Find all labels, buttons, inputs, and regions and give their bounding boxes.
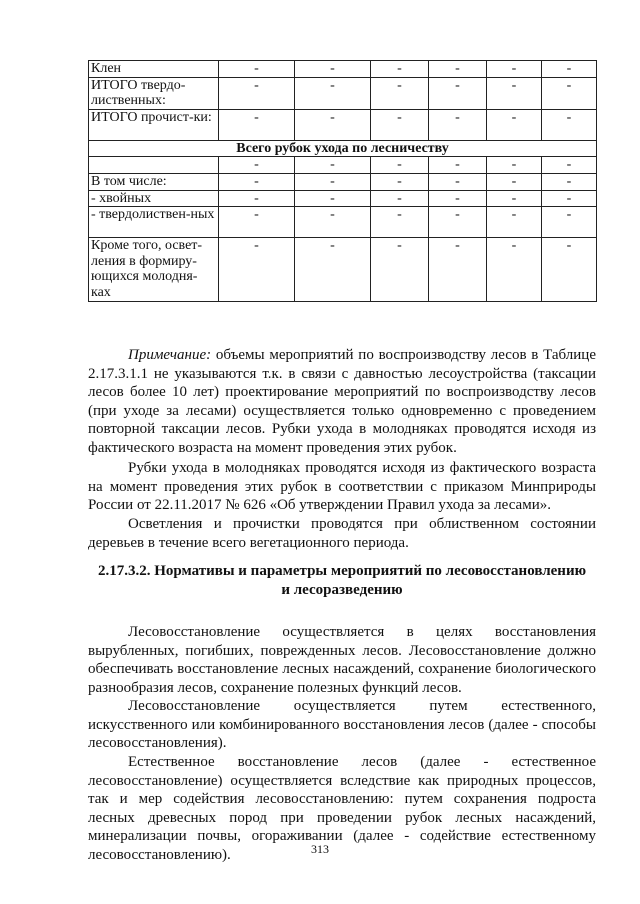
table-cell: - bbox=[429, 190, 487, 207]
table-row bbox=[89, 157, 597, 174]
table-cell: - bbox=[295, 190, 371, 207]
table-cell: - bbox=[542, 238, 597, 301]
table-cell: - bbox=[542, 173, 597, 190]
table-cell: - bbox=[487, 61, 542, 78]
table-cell: - bbox=[371, 157, 429, 174]
table-cell: - bbox=[542, 109, 597, 140]
table-cell: - bbox=[487, 207, 542, 238]
table-row bbox=[89, 61, 597, 78]
table-cell: - bbox=[219, 207, 295, 238]
row-label: - твердолиствен-ных bbox=[89, 207, 219, 238]
note-paragraph bbox=[88, 346, 596, 458]
table-cell: - bbox=[429, 238, 487, 301]
table-cell: - bbox=[429, 207, 487, 238]
row-label: ИТОГО твердо-лиственных: bbox=[89, 77, 219, 109]
page-number: 313 bbox=[311, 842, 329, 856]
table-cell: - bbox=[487, 77, 542, 109]
row-label: ИТОГО прочист-ки: bbox=[89, 109, 219, 140]
table-cell: - bbox=[371, 77, 429, 109]
table-cell: - bbox=[219, 77, 295, 109]
table-cell: - bbox=[487, 173, 542, 190]
table-cell: - bbox=[219, 238, 295, 301]
table-row bbox=[89, 109, 597, 140]
table-cell: - bbox=[429, 61, 487, 78]
table-cell: - bbox=[295, 238, 371, 301]
note-text: объемы мероприятий по воспроизводству лесов в Таблице 2.17.3.1.1 не указываются т.к. в связи с давностью лесоустройства (таксации лесов более 10 лет) проектирование мероприятий по воспроизводству лесов (при уходе за лесами) осуществляется только одновременно с проведением повторной таксации лесов. Рубки ухода в молодняках проводятся исходя из фактического возраста на момент проведения этих рубок. bbox=[88, 347, 596, 456]
table-cell: - bbox=[542, 157, 597, 174]
section-heading-line2: и лесоразведению bbox=[281, 581, 403, 598]
paragraph: Осветления и прочистки проводятся при облиственном состоянии деревьев в течение всего вегетационного периода. bbox=[88, 516, 596, 551]
table-cell: - bbox=[295, 173, 371, 190]
table-cell: - bbox=[219, 190, 295, 207]
table-row bbox=[89, 207, 597, 238]
table-section-row bbox=[89, 140, 597, 157]
table-cell: - bbox=[219, 173, 295, 190]
paragraph: Лесовосстановление осуществляется в целях восстановления вырубленных, погибших, поврежденных лесов. Лесовосстановление должно обеспечивать восстановление лесных насаждений, сохранение биологического разнообразия лесов, сохранение полезных функций лесов. bbox=[88, 624, 596, 696]
paragraph: Лесовосстановление осуществляется путем естественного, искусственного или комбинированного восстановления лесов (далее - способы лесовосстановления). bbox=[88, 698, 596, 752]
section-heading bbox=[88, 562, 596, 599]
table-section-title: Всего рубок ухода по лесничеству bbox=[89, 140, 597, 157]
paragraph: Рубки ухода в молодняках проводятся исходя из фактического возраста на момент проведения этих рубок в соответствии с приказом Минприроды России от 22.11.2017 № 626 «Об утверждении Правил ухода за лесами». bbox=[88, 460, 596, 514]
table-cell: - bbox=[371, 238, 429, 301]
table-cell: - bbox=[542, 77, 597, 109]
table-row bbox=[89, 77, 597, 109]
table-cell: - bbox=[542, 207, 597, 238]
paragraph: Естественное восстановление лесов (далее - естественное лесовосстановление) осуществляется вследствие как природных процессов, так и мер содействия лесовосстановлению: путем сохранения подроста лесных древесных пород при проведении рубок лесных насаждений, минерализации почвы, огораживании (далее - содействие естественному лесовосстановлению). bbox=[88, 754, 596, 863]
note-label: Примечание: bbox=[128, 347, 212, 363]
table-cell: - bbox=[487, 157, 542, 174]
section-heading-line1: 2.17.3.2. Нормативы и параметры мероприятий по лесовосстановлению bbox=[97, 563, 587, 579]
table-cell: - bbox=[487, 109, 542, 140]
table-cell: - bbox=[371, 190, 429, 207]
table-cell: - bbox=[429, 77, 487, 109]
table-row bbox=[89, 173, 597, 190]
table-cell: - bbox=[429, 109, 487, 140]
table-cell: - bbox=[371, 207, 429, 238]
table-cell: - bbox=[487, 238, 542, 301]
table-cell: - bbox=[487, 190, 542, 207]
table-cell: - bbox=[219, 61, 295, 78]
table-cell: - bbox=[295, 77, 371, 109]
row-label: - хвойных bbox=[89, 190, 219, 207]
table-cell: - bbox=[542, 61, 597, 78]
table-row bbox=[89, 238, 597, 301]
table-cell: - bbox=[371, 109, 429, 140]
table-cell: - bbox=[219, 157, 295, 174]
table-cell: - bbox=[295, 207, 371, 238]
table-cell: - bbox=[429, 157, 487, 174]
table-cell: - bbox=[429, 173, 487, 190]
table-row bbox=[89, 190, 597, 207]
table-cell: - bbox=[542, 190, 597, 207]
table-cell: - bbox=[219, 109, 295, 140]
row-label: В том числе: bbox=[89, 173, 219, 190]
table-cell: - bbox=[295, 61, 371, 78]
forest-care-table bbox=[88, 60, 597, 302]
row-label: Клен bbox=[89, 61, 219, 78]
row-label bbox=[89, 157, 219, 174]
table-cell: - bbox=[295, 157, 371, 174]
table-cell: - bbox=[295, 109, 371, 140]
table-cell: - bbox=[371, 173, 429, 190]
table-cell: - bbox=[371, 61, 429, 78]
row-label: Кроме того, освет-ления в формиру-ющихся молодня-ках bbox=[89, 238, 219, 301]
